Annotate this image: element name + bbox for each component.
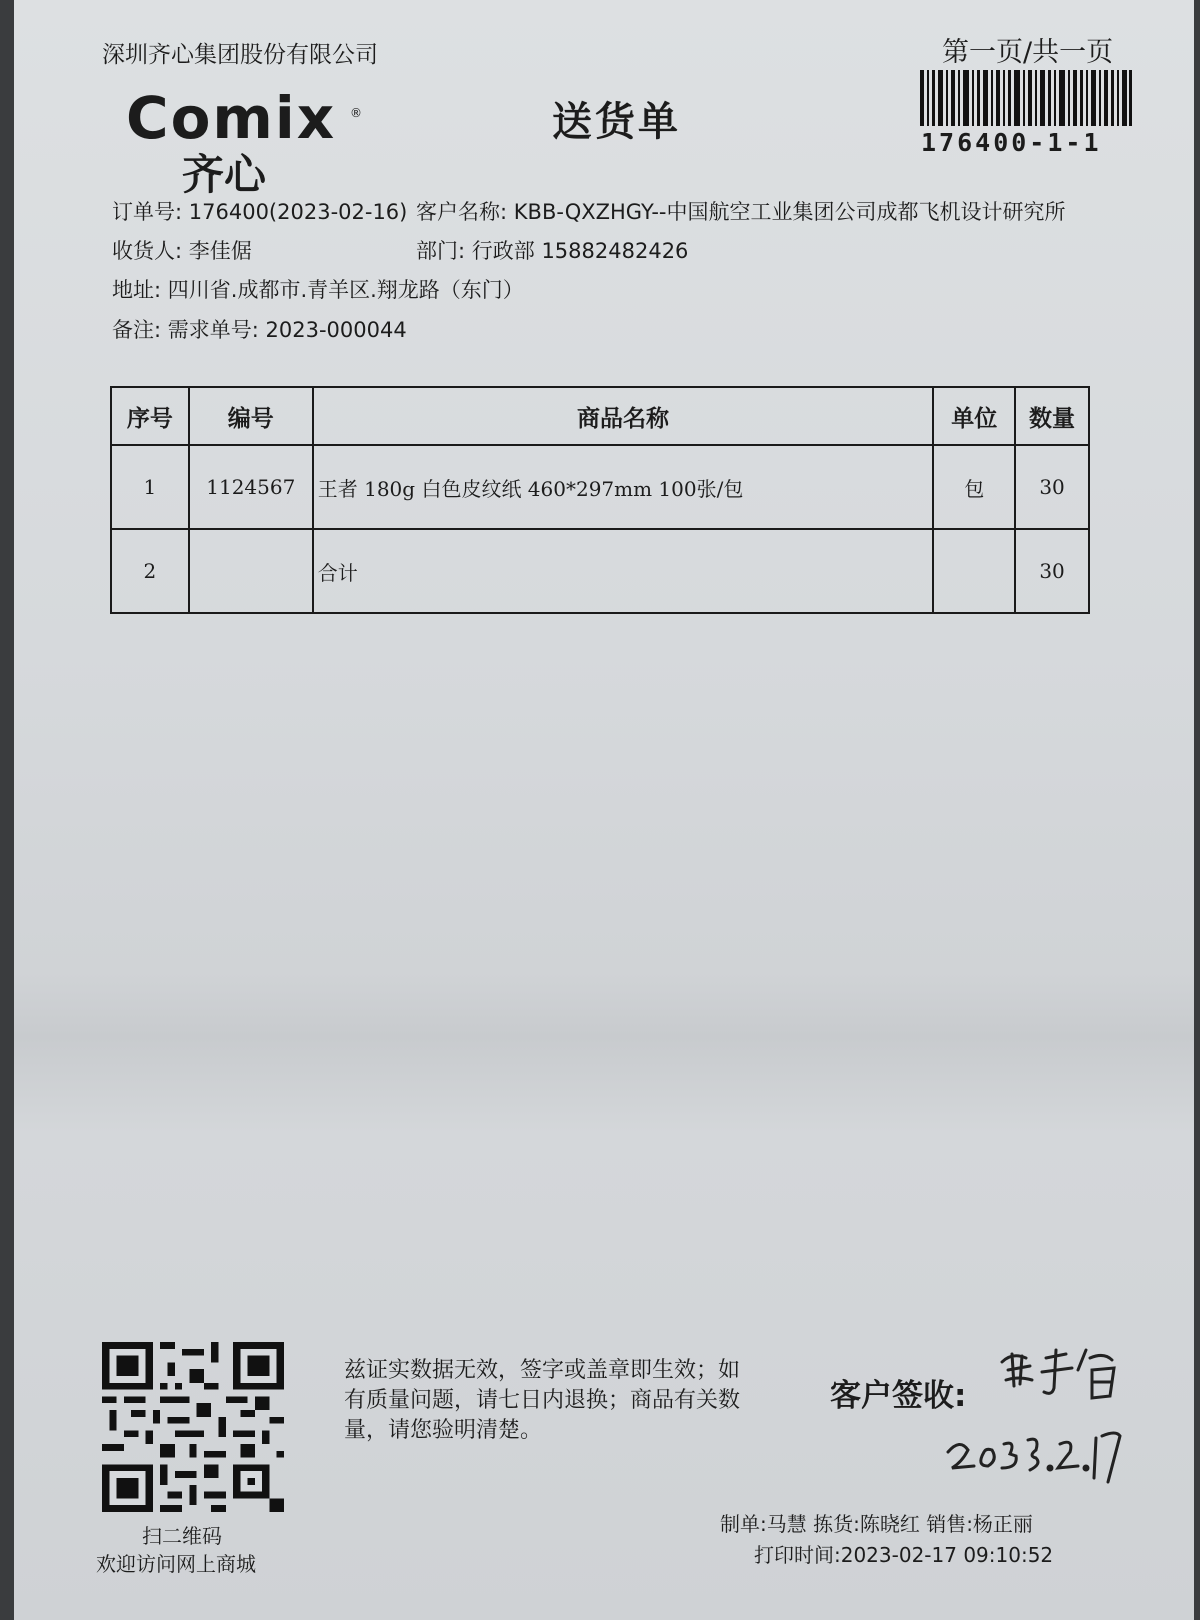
print-time: 打印时间:2023-02-17 09:10:52	[754, 1543, 1054, 1567]
receiver-value: 李佳倨	[188, 239, 252, 263]
header-qty: 数量	[1015, 387, 1089, 445]
signature-name	[994, 1340, 1124, 1410]
cell-seq: 2	[111, 529, 189, 613]
header-seq: 序号	[111, 387, 189, 445]
customer-sign-label: 客户签收:	[830, 1378, 967, 1414]
customer-name	[416, 196, 1066, 226]
department	[416, 235, 688, 265]
order-number	[112, 196, 407, 226]
cell-seq: 1	[111, 445, 189, 529]
department-label: 部门:	[416, 239, 466, 263]
notice-text: 兹证实数据无效，签字或盖章即生效；如有质量问题，请七日内退换；商品有关数量，请您验明清楚。	[344, 1358, 741, 1443]
cell-unit	[933, 529, 1015, 613]
receiver-label: 收货人:	[112, 239, 183, 263]
barcode-number: 176400-1-1	[921, 128, 1102, 157]
address-value: 四川省.成都市.青羊区.翔龙路（东门）	[167, 278, 524, 302]
qr-code-icon[interactable]	[102, 1342, 284, 1512]
header-product-name: 商品名称	[313, 387, 934, 445]
order-value: 176400(2023-02-16)	[188, 200, 408, 224]
cell-product-name: 合计	[313, 529, 934, 613]
header-code: 编号	[189, 387, 313, 445]
cell-qty: 30	[1015, 529, 1089, 613]
barcode-icon	[920, 70, 1132, 126]
receiver	[112, 235, 252, 265]
staff-info: 制单:马慧 拣货:陈晓红 销售:杨正丽	[720, 1512, 1033, 1536]
remark-value: 需求单号: 2023-000044	[167, 318, 407, 342]
cell-unit: 包	[933, 445, 1015, 529]
cell-code	[189, 529, 313, 613]
customer-value: KBB-QXZHGY--中国航空工业集团公司成都飞机设计研究所	[513, 200, 1066, 224]
comix-logo-chinese: 齐心	[182, 150, 267, 199]
address-label: 地址:	[112, 278, 162, 302]
delivery-note-paper	[14, 0, 1194, 1620]
header-unit: 单位	[933, 387, 1015, 445]
customer-label: 客户名称:	[416, 200, 508, 224]
table-header-row	[111, 387, 1089, 445]
table-row	[111, 529, 1089, 613]
company-name: 深圳齐心集团股份有限公司	[102, 42, 378, 68]
document-title: 送货单	[552, 99, 681, 145]
qr-caption: 扫二维码	[142, 1524, 222, 1548]
table-row	[111, 445, 1089, 529]
qr-welcome-text: 欢迎访问网上商城	[96, 1552, 256, 1576]
cell-code: 1124567	[189, 445, 313, 529]
cell-qty: 30	[1015, 445, 1089, 529]
order-label: 订单号:	[112, 200, 183, 224]
department-value: 行政部 15882482426	[471, 239, 689, 263]
items-table	[110, 386, 1090, 614]
signature-date	[944, 1422, 1124, 1488]
remark	[112, 314, 407, 344]
remark-label: 备注:	[112, 318, 162, 342]
page-indicator: 第一页/共一页	[942, 37, 1114, 68]
address	[112, 274, 524, 304]
registered-mark-icon: ®	[350, 106, 362, 120]
comix-logo: Comix	[126, 84, 337, 152]
cell-product-name: 王者 180g 白色皮纹纸 460*297mm 100张/包	[313, 445, 934, 529]
